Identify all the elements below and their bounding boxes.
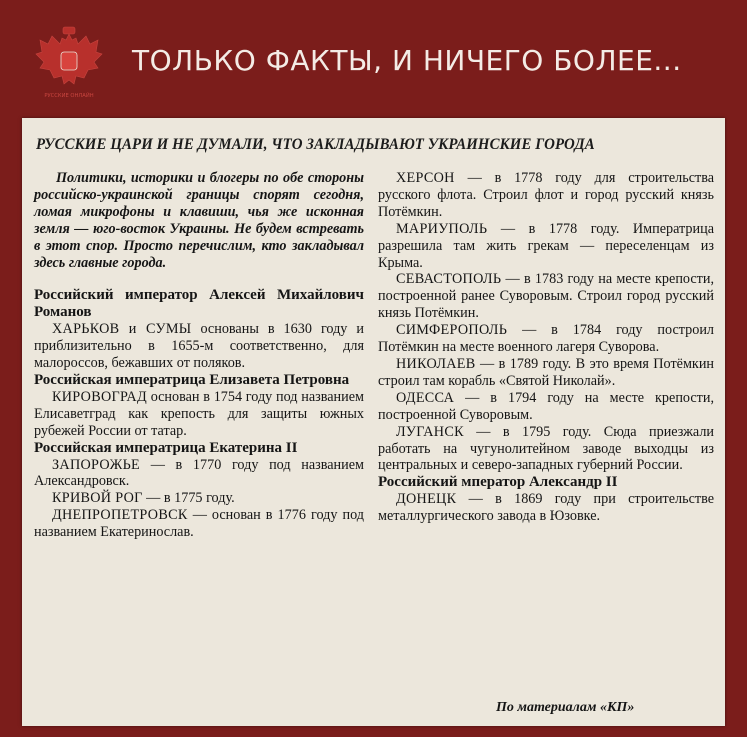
city-entry-donetsk bbox=[378, 491, 714, 525]
city-text: — в 1794 году на месте крепости, построенной Суворовым. bbox=[378, 389, 715, 423]
newspaper-clipping bbox=[22, 118, 725, 726]
ruler-heading-ekaterina: Российская императрица Екатерина II bbox=[34, 439, 298, 456]
city-text: — в 1783 году на месте крепости, построенной ранее Суворовым. Строил город русский князь Потёмкин. bbox=[378, 271, 715, 322]
article-intro: Политики, историки и блогеры по обе стороны российско-украинской границы спорят сегодня, ломая микрофоны и клавиши, чья же исконная земля — юго-восток Украины. Не будем встревать в этот спор. Просто перечислим, кто закладывал здесь главные города. bbox=[34, 170, 364, 271]
city-entry-lugansk bbox=[378, 424, 714, 475]
article-title: РУССКИЕ ЦАРИ И НЕ ДУМАЛИ, ЧТО ЗАКЛАДЫВАЮТ УКРАИНСКИЕ ГОРОДА bbox=[36, 136, 595, 153]
city-name: ДОНЕЦК bbox=[396, 491, 457, 508]
city-text: — в 1795 году. Сюда приезжали работать на чугунолитейном заводе выходцы из центральных и северо-западных губерний России. bbox=[378, 423, 715, 474]
ruler-heading-alexander: Российский мператор Александр II bbox=[378, 474, 618, 491]
city-entry-kherson bbox=[378, 170, 714, 221]
city-entry-sevastopol bbox=[378, 271, 714, 322]
city-text: — в 1869 году при строительстве металлургического завода в Юзовке. bbox=[378, 491, 714, 525]
right-column bbox=[378, 170, 714, 525]
ruler-heading-elizaveta: Российская императрица Елизавета Петровна bbox=[34, 371, 350, 388]
city-text: — в 1778 году. Императрица разрешила там жить грекам — переселенцам из Крыма. bbox=[378, 220, 715, 271]
city-entry-odessa bbox=[378, 390, 714, 424]
city-entry-dnepropetrovsk bbox=[34, 507, 364, 541]
city-name: КИРОВОГРАД bbox=[52, 388, 147, 405]
page-headline: ТОЛЬКО ФАКТЫ, И НИЧЕГО БОЛЕЕ... bbox=[132, 44, 682, 77]
city-text: — в 1770 году под названием Александровск. bbox=[34, 456, 365, 490]
city-name: НИКОЛАЕВ bbox=[396, 355, 476, 372]
city-name: ДНЕПРОПЕТРОВСК bbox=[52, 507, 188, 524]
city-entry-mariupol bbox=[378, 221, 714, 272]
ruler-heading-alexei: Российский император Алексей Михайлович Романов bbox=[34, 287, 364, 321]
city-text: — в 1789 году. В это время Потёмкин строил там корабль «Святой Николай». bbox=[378, 355, 715, 389]
city-name: ОДЕССА bbox=[396, 389, 455, 406]
city-text: — в 1784 году построил Потёмкин на месте военного лагеря Суворова. bbox=[378, 322, 715, 356]
city-entry-krivoy-rog bbox=[34, 490, 364, 507]
city-entry-simferopol bbox=[378, 322, 714, 356]
source-attribution: По материалам «КП» bbox=[496, 700, 635, 715]
city-text: — основан в 1776 году под названием Екатеринослав. bbox=[34, 507, 364, 541]
city-name: МАРИУПОЛЬ bbox=[396, 220, 488, 237]
city-name: ЗАПОРОЖЬЕ bbox=[52, 456, 141, 473]
city-name: ХАРЬКОВ и СУМЫ bbox=[52, 321, 192, 338]
city-entry-nikolaev bbox=[378, 356, 714, 390]
double-headed-eagle-logo bbox=[30, 22, 108, 104]
city-text: — в 1778 году для строительства русского флота. Строил флот и город русский князь Потёмкин. bbox=[378, 170, 715, 220]
left-column bbox=[34, 170, 364, 541]
city-entry-kirovograd bbox=[34, 389, 364, 440]
header-banner bbox=[0, 0, 747, 115]
city-name: СИМФЕРОПОЛЬ bbox=[396, 322, 508, 339]
logo-caption: РУССКИЕ ОНЛАЙН bbox=[44, 93, 94, 99]
city-name: ЛУГАНСК bbox=[396, 423, 464, 440]
city-text: основан в 1754 году под названием Елисаветград как крепость для защиты южных рубежей России от татар. bbox=[34, 388, 364, 439]
city-text: — в 1775 году. bbox=[146, 490, 235, 507]
city-name: КРИВОЙ РОГ bbox=[52, 490, 143, 507]
city-text: основаны в 1630 году и приблизительно в 1655-м соответственно, для малороссов, бежавших от поляков. bbox=[34, 321, 365, 372]
city-entry-kharkov bbox=[34, 321, 364, 372]
city-name: ХЕРСОН bbox=[396, 170, 455, 186]
city-name: СЕВАСТОПОЛЬ bbox=[396, 271, 502, 288]
city-entry-zaporozhye bbox=[34, 457, 364, 491]
